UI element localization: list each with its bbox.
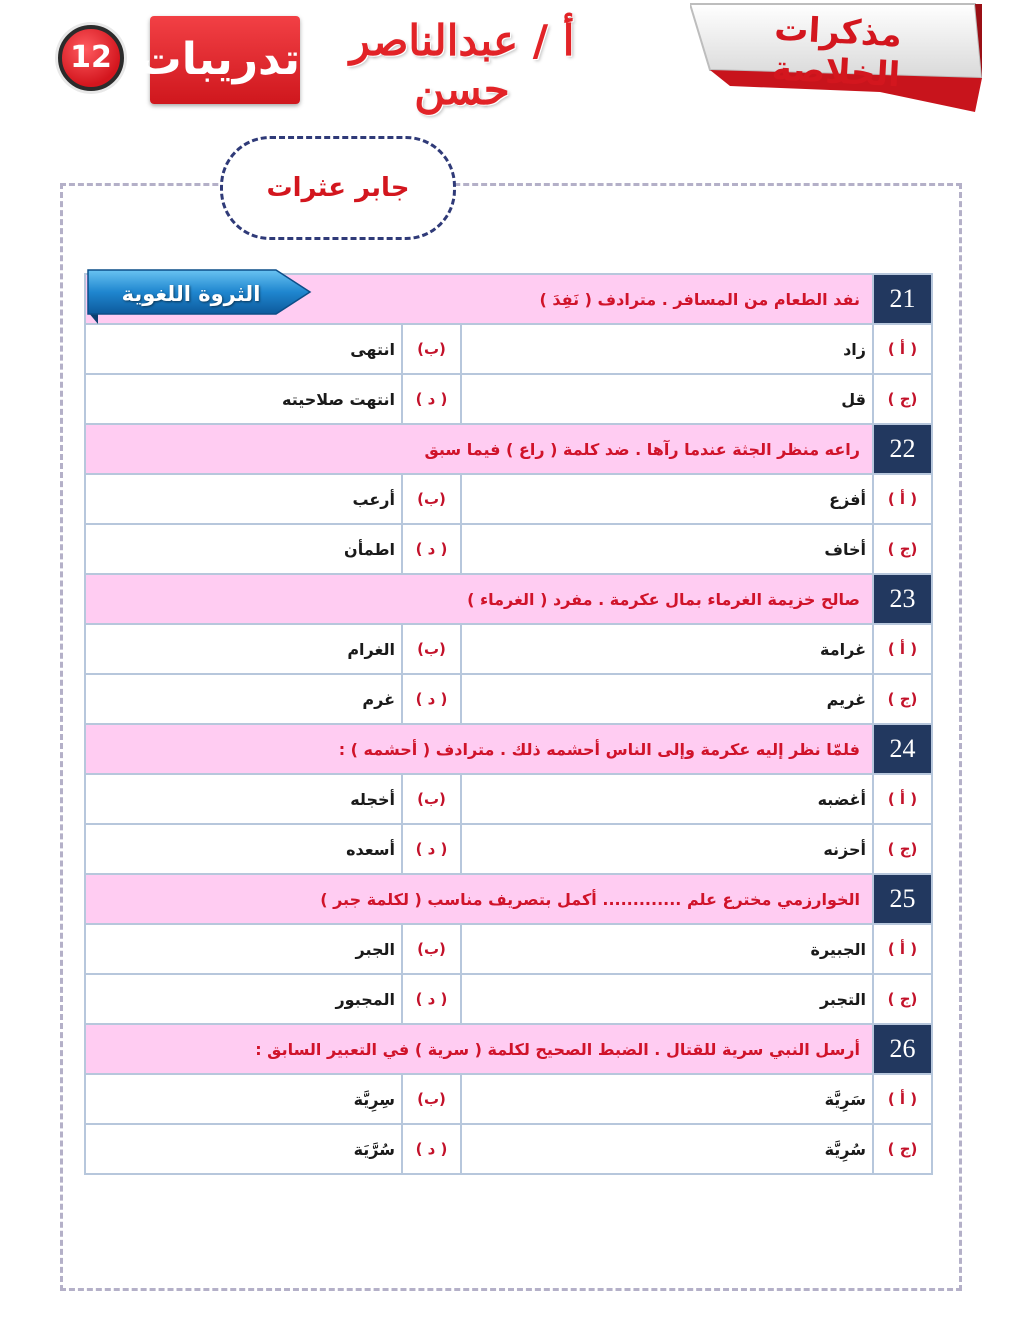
options-row [85, 474, 932, 524]
page-header [0, 0, 1020, 130]
option-text[interactable]: التجبر [461, 974, 873, 1024]
lesson-title: جابر عثرات [266, 173, 410, 203]
option-letter: (ب) [402, 924, 461, 974]
question-number: 26 [873, 1024, 932, 1074]
option-letter: ( أ ) [873, 774, 932, 824]
question-text: نفد الطعام من المسافر . مترادف ( نَفِدَ ) [85, 274, 873, 324]
option-letter: (ج ) [873, 1124, 932, 1174]
option-text[interactable]: أخجله [85, 774, 402, 824]
option-letter: (ب) [402, 324, 461, 374]
question-text: الخوارزمي مخترع علم ............. أكمل بتصريف مناسب ( لكلمة جبر ) [85, 874, 873, 924]
option-letter: (ج ) [873, 974, 932, 1024]
questions-table [84, 273, 933, 1175]
options-row [85, 974, 932, 1024]
option-text[interactable]: اطمأن [85, 524, 402, 574]
option-letter: ( أ ) [873, 624, 932, 674]
question-number: 21 [873, 274, 932, 324]
options-row [85, 1124, 932, 1174]
lesson-title-box [220, 136, 456, 240]
option-letter: ( د ) [402, 824, 461, 874]
question-text: صالح خزيمة الغرماء بمال عكرمة . مفرد ( الغرماء ) [85, 574, 873, 624]
option-letter: ( د ) [402, 1124, 461, 1174]
teacher-name: أ / عبدالناصر حسن [349, 16, 575, 114]
option-letter: (ج ) [873, 374, 932, 424]
option-text[interactable]: الجبر [85, 924, 402, 974]
question-number: 22 [873, 424, 932, 474]
options-row [85, 824, 932, 874]
option-letter: (ج ) [873, 674, 932, 724]
options-row [85, 774, 932, 824]
option-letter: ( د ) [402, 374, 461, 424]
questions-body [85, 274, 932, 1174]
option-letter: ( أ ) [873, 1074, 932, 1124]
option-letter: (ج ) [873, 524, 932, 574]
options-row [85, 924, 932, 974]
options-row [85, 624, 932, 674]
option-text[interactable]: الغرام [85, 624, 402, 674]
option-text[interactable]: أسعده [85, 824, 402, 874]
options-row [85, 374, 932, 424]
options-row [85, 324, 932, 374]
option-letter: (ب) [402, 1074, 461, 1124]
page-number: 12 [70, 40, 112, 75]
section-label: تدريبات [137, 34, 300, 85]
option-letter: ( د ) [402, 674, 461, 724]
question-row [85, 424, 932, 474]
option-text[interactable]: زاد [461, 324, 873, 374]
question-text: راعه منظر الجثة عندما رآها . ضد كلمة ( راع ) فيما سبق [85, 424, 873, 474]
option-text[interactable]: انتهت صلاحيته [85, 374, 402, 424]
option-letter: (ج ) [873, 824, 932, 874]
question-number: 25 [873, 874, 932, 924]
section-label-box [137, 16, 300, 104]
option-text[interactable]: أفزع [461, 474, 873, 524]
option-text[interactable]: الجبيرة [461, 924, 873, 974]
option-letter: ( أ ) [873, 324, 932, 374]
options-row [85, 524, 932, 574]
option-letter: ( أ ) [873, 474, 932, 524]
option-text[interactable]: أخاف [461, 524, 873, 574]
page-number-badge [58, 25, 124, 91]
option-text[interactable]: انتهى [85, 324, 402, 374]
option-text[interactable]: سَرِيَّة [461, 1074, 873, 1124]
question-row [85, 724, 932, 774]
options-row [85, 1074, 932, 1124]
option-letter: (ب) [402, 474, 461, 524]
question-text: فلمّا نظر إليه عكرمة وإلى الناس أحشمه ذلك . مترادف ( أحشمه ) : [85, 724, 873, 774]
option-text[interactable]: سُرَّيَة [85, 1124, 402, 1174]
option-text[interactable]: المجبور [85, 974, 402, 1024]
option-text[interactable]: غرامة [461, 624, 873, 674]
question-number: 23 [873, 574, 932, 624]
question-row [85, 874, 932, 924]
question-row [85, 574, 932, 624]
question-row [85, 1024, 932, 1074]
option-text[interactable]: أغضبه [461, 774, 873, 824]
option-letter: ( أ ) [873, 924, 932, 974]
option-text[interactable]: سِرِيَّة [85, 1074, 402, 1124]
option-text[interactable]: غريم [461, 674, 873, 724]
question-text: أرسل النبي سرية للقتال . الضبط الصحيح لكلمة ( سرية ) في التعبير السابق : [85, 1024, 873, 1074]
series-title: مذكرات الخلاصة [770, 8, 903, 96]
option-letter: ( د ) [402, 974, 461, 1024]
option-text[interactable]: أحزنه [461, 824, 873, 874]
question-number: 24 [873, 724, 932, 774]
option-text[interactable]: غرم [85, 674, 402, 724]
options-row [85, 674, 932, 724]
option-text[interactable]: سُرِيَّة [461, 1124, 873, 1174]
option-text[interactable]: قل [461, 374, 873, 424]
option-letter: (ب) [402, 624, 461, 674]
topic-badge: الثروة اللغوية [121, 282, 261, 306]
option-text[interactable]: أرعب [85, 474, 402, 524]
option-letter: ( د ) [402, 524, 461, 574]
option-letter: (ب) [402, 774, 461, 824]
